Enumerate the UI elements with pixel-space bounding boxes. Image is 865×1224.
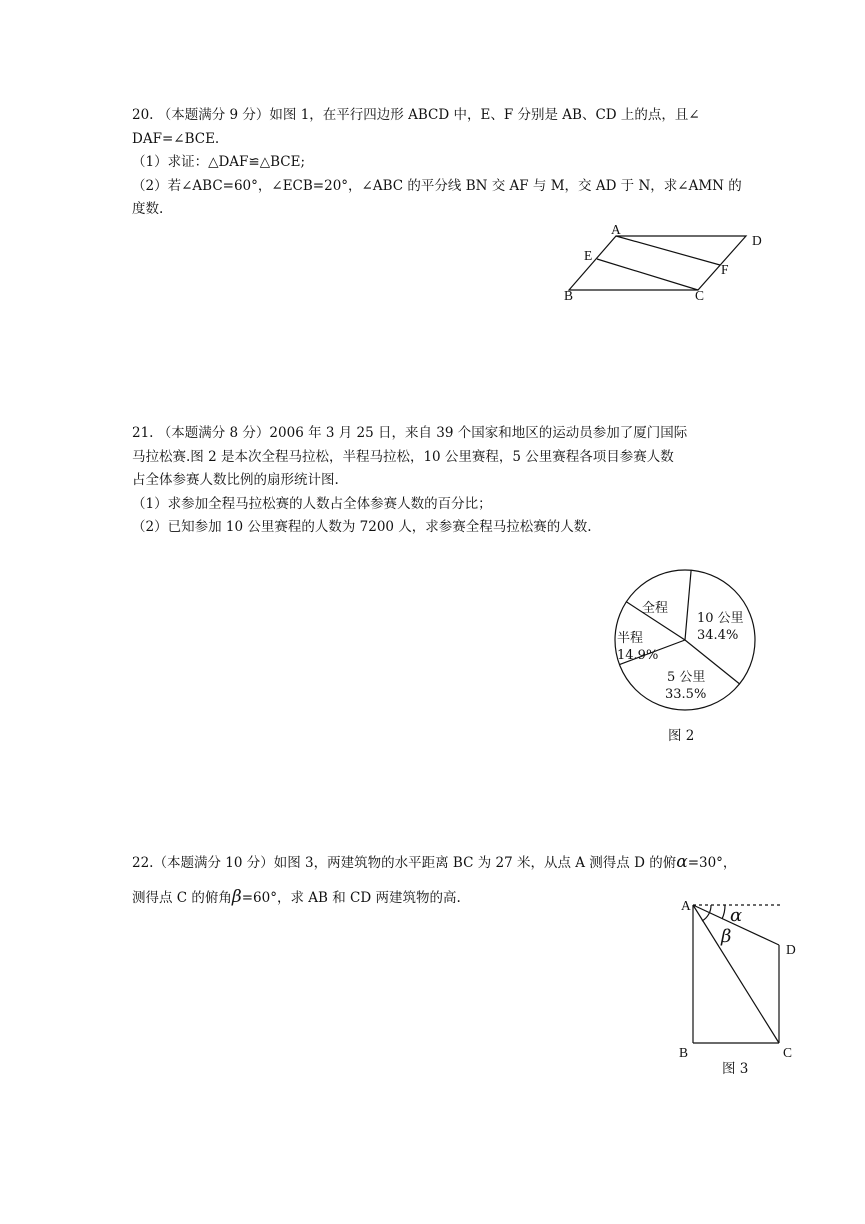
q20-part1: （1）求证：△DAF≌△BCE; <box>132 154 306 170</box>
q21-line3: 占全体参赛人数比例的扇形统计图. <box>132 472 339 488</box>
q22-line1-pre: 22.（本题满分 10 分）如图 3，两建筑物的水平距离 BC 为 27 米，从点 A 测得点 D 的俯 <box>132 855 677 871</box>
q21-line2: 马拉松赛.图 2 是本次全程马拉松，半程马拉松，10 公里赛程，5 公里赛程各项目参赛人数 <box>132 448 674 465</box>
pie-divider-full-10km <box>685 570 691 640</box>
question-22 <box>132 845 744 915</box>
q20-part2b: 度数. <box>132 201 164 217</box>
segment-af <box>616 236 720 265</box>
label-c: C <box>695 288 705 303</box>
q20-part2a: （2）若∠ABC=60°，∠ECB=20°，∠ABC 的平分线 BN 交 AF 与 M，交 AD 于 N，求∠AMN 的 <box>132 177 742 194</box>
parallelogram-figure <box>560 222 775 316</box>
label-e: E <box>584 248 593 263</box>
q22-line1-post: =30°， <box>687 855 737 871</box>
q22-line2-post: =60°，求 AB 和 CD 两建筑物的高. <box>241 890 461 906</box>
pie-value-10km: 34.4% <box>697 628 739 643</box>
beta-symbol: β <box>231 887 242 907</box>
pie-value-half: 14.9% <box>617 648 659 663</box>
q22-line2 <box>132 880 744 915</box>
question-21 <box>132 422 744 540</box>
alpha-label: α <box>730 905 743 926</box>
label-a: A <box>681 898 691 913</box>
pie-label-5km: 5 公里 <box>667 670 706 685</box>
alpha-symbol: α <box>676 852 688 872</box>
pie-label-10km: 10 公里 <box>697 611 744 626</box>
label-d: D <box>752 233 762 248</box>
label-f: F <box>721 262 729 277</box>
q21-part2: （2）已知参加 10 公里赛程的人数为 7200 人，求参赛全程马拉松赛的人数. <box>132 519 592 535</box>
beta-label: β <box>721 926 732 947</box>
q20-line1: 20. （本题满分 9 分）如图 1，在平行四边形 ABCD 中，E、F 分别是 AB、CD 上的点，且∠ <box>132 107 700 123</box>
label-b: B <box>679 1045 689 1060</box>
pie-chart <box>605 560 765 724</box>
pie-label-half: 半程 <box>617 631 644 646</box>
alpha-arc <box>722 905 725 919</box>
figure-2-caption: 图 2 <box>668 728 695 744</box>
figure-3-caption: 图 3 <box>722 1061 749 1077</box>
q20-line2: DAF=∠BCE. <box>132 130 220 147</box>
label-c: C <box>783 1045 793 1060</box>
pie-label-full: 全程 <box>642 601 669 616</box>
label-d: D <box>786 942 796 957</box>
q21-line1: 21. （本题满分 8 分）2006 年 3 月 25 日，来自 39 个国家和地区的运动员参加了厦门国际 <box>132 425 688 441</box>
pie-value-5km: 33.5% <box>665 687 707 702</box>
label-a: A <box>611 222 621 237</box>
label-b: B <box>564 288 574 303</box>
question-20 <box>132 104 744 222</box>
beta-arc <box>702 905 711 921</box>
buildings-figure <box>675 895 805 1064</box>
q21-part1: （1）求参加全程马拉松赛的人数占全体参赛人数的百分比； <box>132 495 492 512</box>
segment-ec <box>597 259 698 290</box>
parallelogram-abcd <box>569 236 746 290</box>
q22-line2-pre: 测得点 C 的俯角 <box>132 890 232 906</box>
q22-line1 <box>132 845 744 880</box>
